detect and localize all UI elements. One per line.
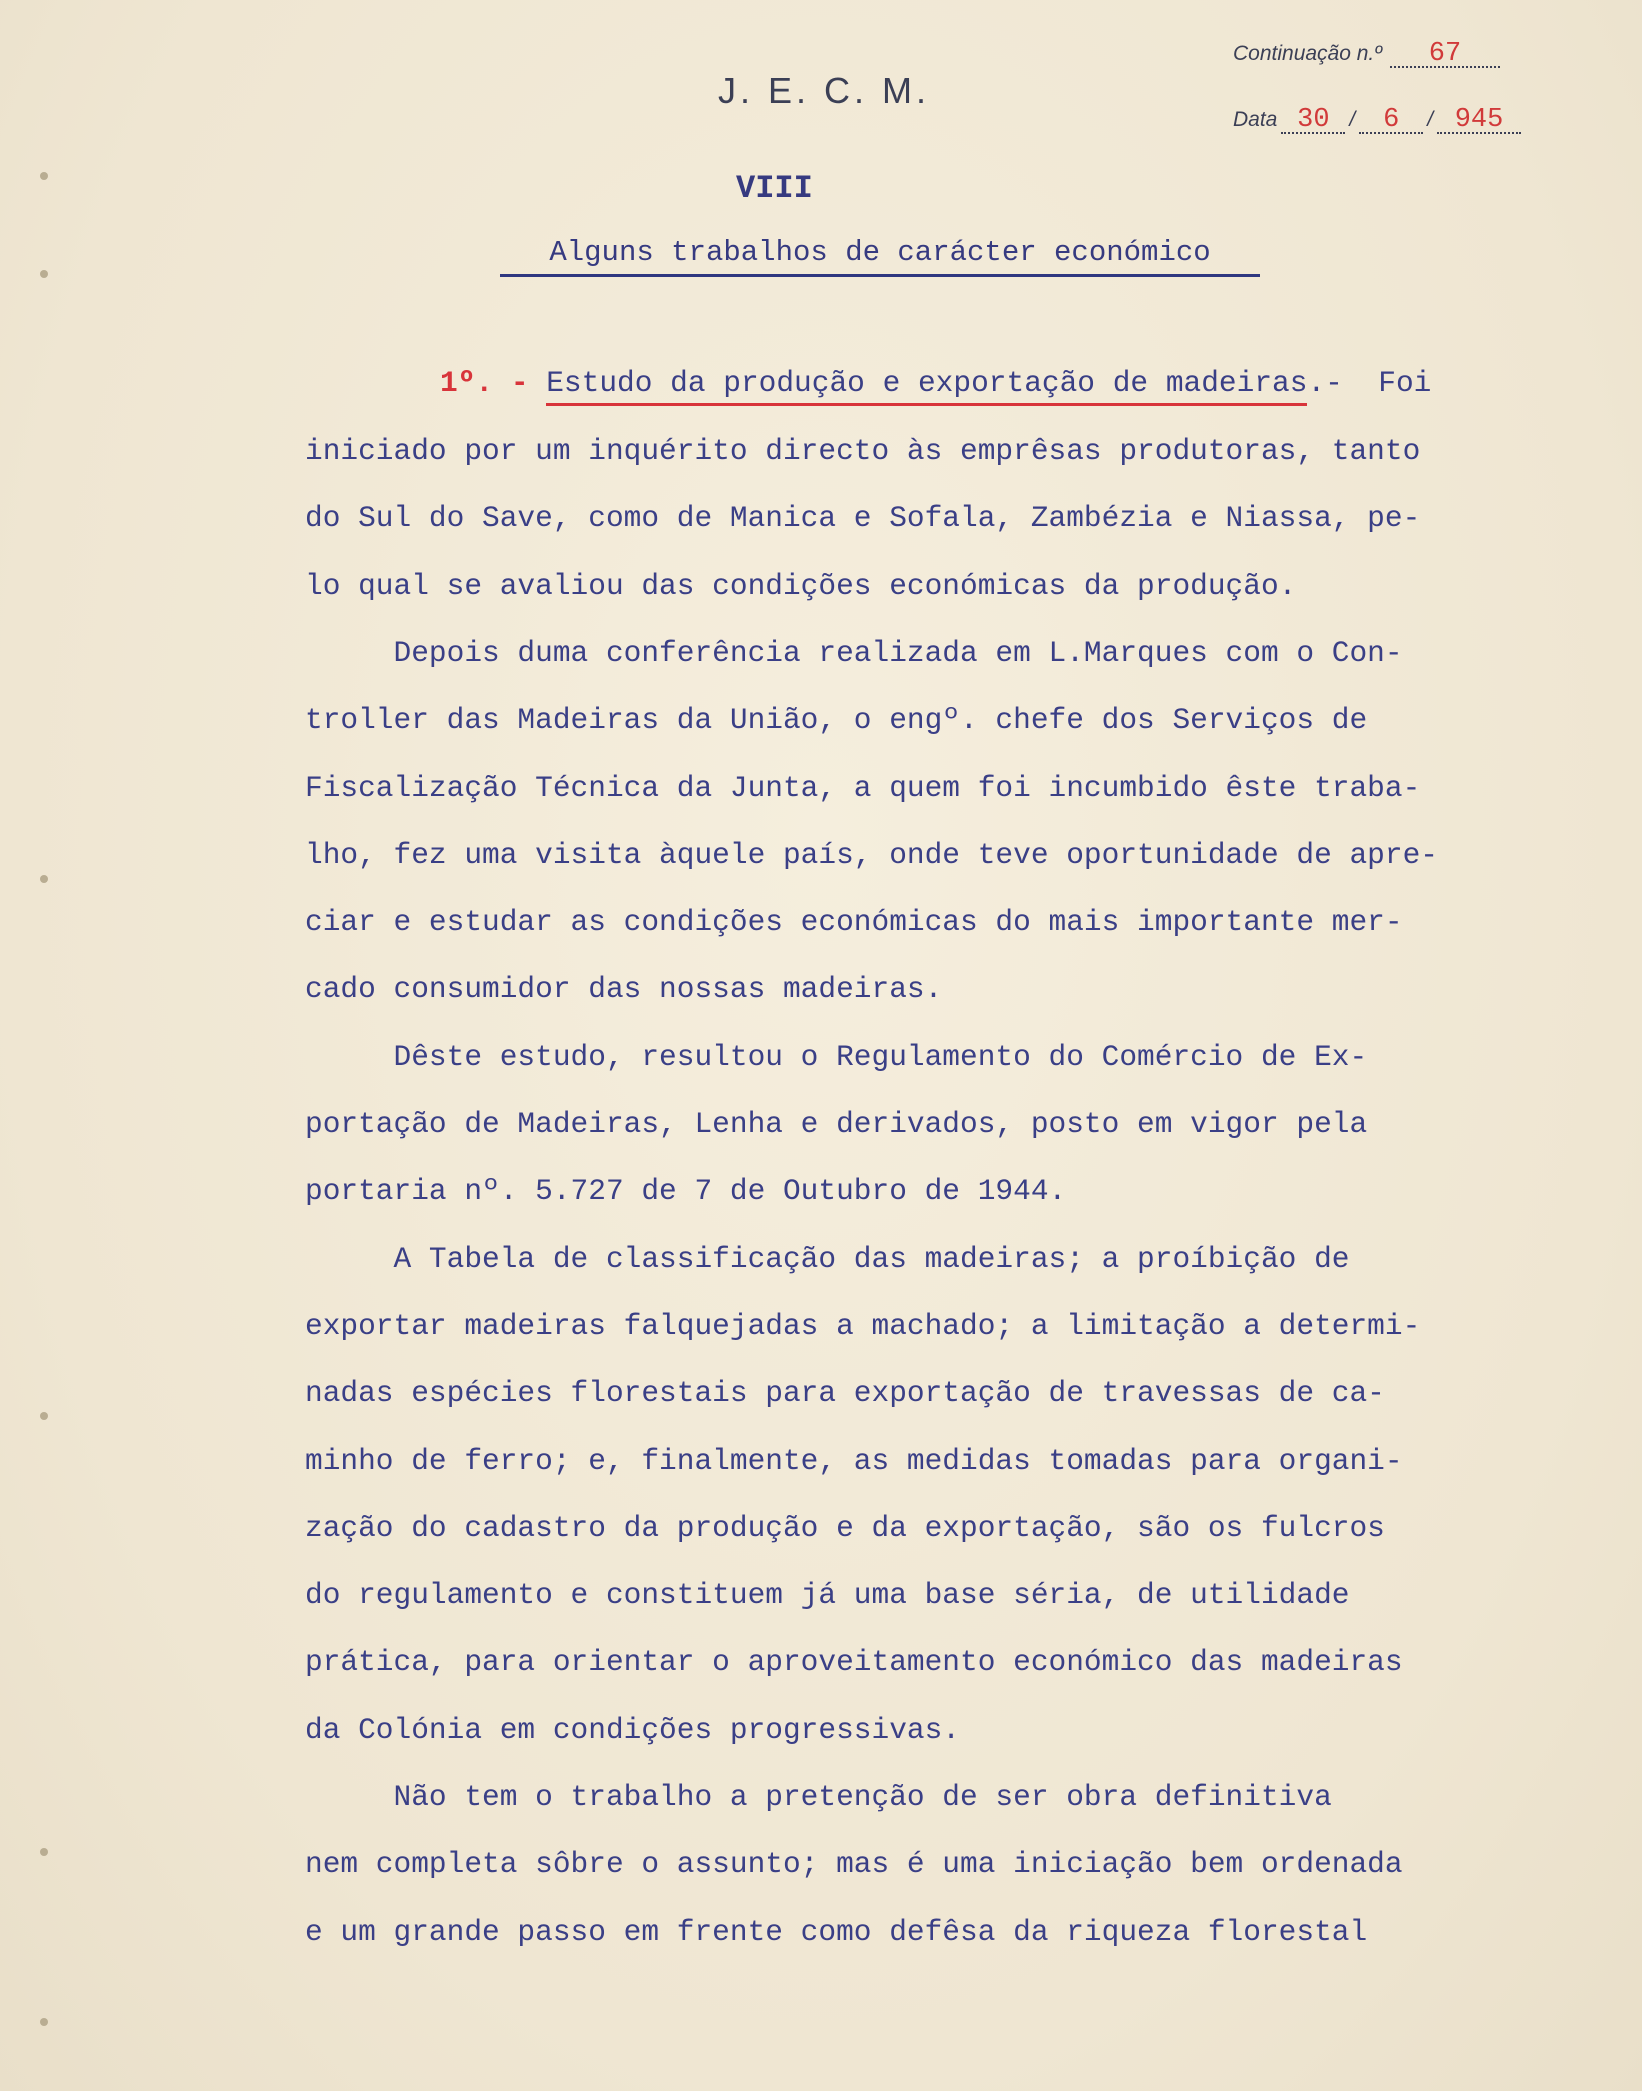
date-label: Data — [1233, 108, 1278, 131]
continuation-number: 67 — [1390, 42, 1500, 68]
punch-hole-mark — [40, 172, 48, 180]
item-heading: Estudo da produção e exportação de madeiras — [546, 366, 1308, 400]
text-line: A Tabela de classificação das madeiras; a proíbição de — [305, 1241, 1350, 1276]
item-dash: - — [510, 366, 529, 400]
text-line: iniciado por um inquérito directo às emprêsas produtoras, tanto — [305, 434, 1421, 468]
text-line: nadas espécies florestais para exportação de travessas de ca- — [305, 1376, 1385, 1411]
item-number: 1º. — [440, 366, 494, 400]
text-line: lo qual se avaliou das condições económicas da produção. — [305, 568, 1297, 603]
item-heading-tail: .- Foi — [1307, 366, 1432, 400]
text-line: do regulamento e constituem já uma base séria, de utilidade — [305, 1578, 1350, 1613]
punch-hole-mark — [40, 2018, 48, 2026]
text-line: Depois duma conferência realizada em L.Marques com o Con- — [305, 635, 1403, 670]
punch-hole-mark — [40, 875, 48, 883]
text-line: Não tem o trabalho a pretenção de ser obra definitiva — [305, 1780, 1332, 1814]
item-heading-line — [440, 366, 1642, 400]
text-line: do Sul do Save, como de Manica e Sofala, Zambézia e Niassa, pe- — [305, 501, 1421, 536]
punch-hole-mark — [40, 1848, 48, 1856]
date-field — [1233, 105, 1521, 135]
text-line: exportar madeiras falquejadas a machado; a limitação a determi- — [305, 1308, 1421, 1343]
text-line: Dêste estudo, resultou o Regulamento do Comércio de Ex- — [305, 1039, 1368, 1074]
date-separator: / — [1349, 108, 1356, 131]
text-line: zação do cadastro da produção e da exportação, são os fulcros — [305, 1510, 1385, 1545]
date-day: 30 — [1281, 108, 1345, 134]
text-line: e um grande passo em frente como defêsa da riqueza florestal — [305, 1914, 1368, 1949]
text-line: nem completa sôbre o assunto; mas é uma iniciação bem ordenada — [305, 1847, 1403, 1882]
continuation-label: Continuação n.º — [1233, 42, 1382, 65]
date-month: 6 — [1359, 108, 1423, 134]
text-line: lho, fez uma visita àquele país, onde teve oportunidade de apre- — [305, 837, 1438, 872]
text-line: prática, para orientar o aproveitamento económico das madeiras — [305, 1645, 1403, 1680]
date-separator: / — [1427, 108, 1434, 131]
text-line: Fiscalização Técnica da Junta, a quem foi incumbido êste traba- — [305, 770, 1421, 805]
continuation-field — [1233, 39, 1500, 69]
text-line: cado consumidor das nossas madeiras. — [305, 972, 943, 1007]
text-line: portação de Madeiras, Lenha e derivados, posto em vigor pela — [305, 1107, 1368, 1141]
punch-hole-mark — [40, 1412, 48, 1420]
text-line: troller das Madeiras da União, o engº. chefe dos Serviços de — [305, 703, 1368, 738]
date-year: 945 — [1437, 108, 1521, 134]
text-line: da Colónia em condições progressivas. — [305, 1712, 961, 1747]
punch-hole-mark — [40, 270, 48, 278]
text-line: portaria nº. 5.727 de 7 de Outubro de 1944. — [305, 1174, 1067, 1209]
section-title: Alguns trabalhos de carácter económico — [500, 236, 1260, 269]
text-line: minho de ferro; e, finalmente, as medidas tomadas para organi- — [305, 1443, 1403, 1478]
section-number: VIII — [736, 170, 813, 207]
text-line: ciar e estudar as condições económicas do mais importante mer- — [305, 905, 1403, 940]
letterhead: J. E. C. M. — [718, 70, 931, 111]
